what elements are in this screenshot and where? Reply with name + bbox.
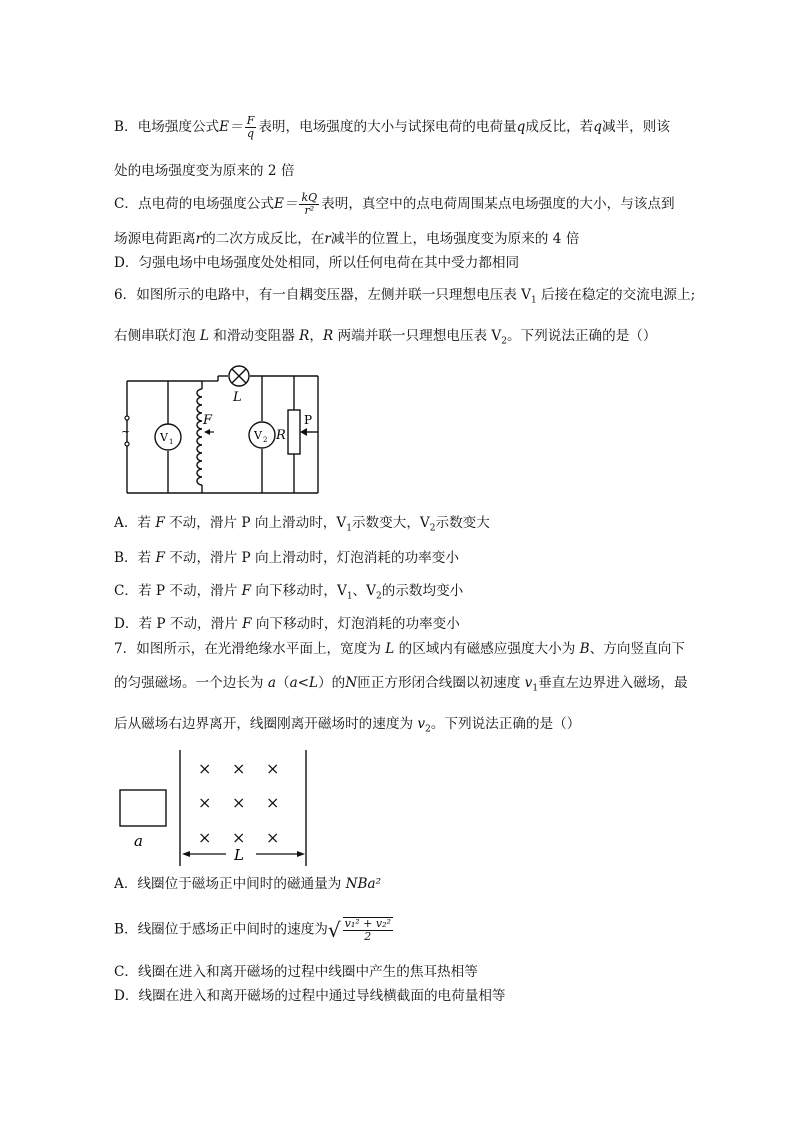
sub: 1 [531,295,537,306]
v2-meter [249,422,275,448]
q5-option-c-line1 [114,192,675,217]
sub: 2 [429,523,436,534]
q7-stem-line1 [114,639,685,659]
var: F [155,515,165,531]
text: 向下移动时，V [251,583,347,599]
q7-field-diagram [116,748,316,868]
var: a<L [289,675,319,691]
field-cross: × [198,759,212,778]
var: F [242,616,252,632]
text: 的区域内有磁感应强度大小为 [394,641,580,657]
text: 示数变大，V [351,515,430,531]
q6-stem-line1 [114,285,695,311]
text: A．线圈位于磁场正中间时的磁通量为 [114,876,346,892]
text: 。下列说法正确的是（） [506,328,657,344]
sub: 2 [425,724,431,735]
q6-option-c [114,581,463,607]
text: 两端并联一只理想电压表 V [333,328,502,344]
text: 减半的位置上，电场强度变为原来的 4 倍 [330,231,580,247]
text: 、方向竖直向下 [589,641,685,657]
text: 示数变大 [435,515,490,531]
sub: 2 [501,336,507,347]
arrow-left-icon [182,851,190,857]
field-cross: × [266,759,280,778]
var: r [324,231,331,247]
q7-option-b [114,917,395,943]
frac-num: v₁² + v₂² [344,917,391,930]
text: 不动，滑片 P 向上滑动时，V [164,515,347,531]
text: ）的 [318,675,346,691]
field-cross: × [198,828,212,847]
q5-optb-text: B．电场强度公式 [114,119,220,135]
formula: NBa² [345,876,382,892]
text: 不动，滑片 P 向上滑动时，灯泡消耗的功率变小 [164,550,459,566]
var: L [385,641,395,657]
text: 的匀强磁场。一个边长为 [114,675,268,691]
frac-num: kQ [301,191,318,204]
q5-optb-formula-lhs: E＝ [219,119,243,135]
text: 垂直左边界进入磁场，最 [538,675,688,691]
text: 向下移动时，灯泡消耗的功率变小 [251,616,460,632]
text: ， [309,328,323,344]
coil [197,389,202,485]
field-cross: × [232,759,246,778]
q6-option-a [114,513,490,539]
frac-den: r² [304,204,315,217]
v2-sub: 2 [263,436,268,444]
q7-option-a [114,874,381,894]
q5-option-d: D．匀强电场中电场强度处处相同，所以任何电荷在其中受力都相同 [114,255,520,271]
var: F [241,583,252,599]
q5-optb-var: q [516,119,526,135]
sub: 1 [532,683,539,694]
q7-stem-line3 [114,714,580,740]
v1-meter [155,424,181,450]
v1-label: V [160,431,168,444]
var: a [267,675,276,691]
text: A．若 [114,515,156,531]
q5-option-c-line2 [114,229,579,249]
text: C．若 P 不动，滑片 [114,583,242,599]
r-label: R [276,428,286,443]
frac-num: F [246,114,255,127]
var: v [524,675,533,691]
q5-option-b-line1 [114,115,670,140]
text: D．若 P 不动，滑片 [114,616,243,632]
q5-optb-text3: 成反比，若 [525,119,594,135]
text: B．若 [114,550,156,566]
text: 6．如图所示的电路中，有一自耦变压器，左侧并联一只理想电压表 V [114,287,532,303]
text: 、V [352,583,376,599]
text: 的示数均变小 [381,583,464,599]
var: L [199,328,209,344]
q7-optb-fraction [343,917,393,943]
text: 。下列说法正确的是（） [430,716,581,732]
q6-circuit-diagram [118,364,328,498]
q7-option-c: C．线圈在进入和离开磁场的过程中线圈中产生的焦耳热相等 [114,964,478,980]
square-coil [120,790,166,826]
field-cross: × [232,793,246,812]
field-cross: × [266,828,280,847]
lamp-label: L [233,390,242,405]
q5-optb-text2: 表明，电场强度的大小与试探电荷的电荷量 [258,119,517,135]
text: 的二次方成反比，在 [202,231,325,247]
q5-optc-fraction [299,192,319,217]
q5-optb-text4: 减半，则该 [601,119,670,135]
sub: 2 [375,591,382,602]
v1-sub: 1 [169,438,174,446]
q5-option-b-line2: 处的电场强度变为原来的 2 倍 [114,163,295,179]
q7-stem-line2 [114,673,688,699]
q6-option-b [114,548,459,568]
resistor [288,410,300,454]
q5-optc-text2: 表明，真空中的点电荷周围某点电场强度的大小，与该点到 [321,196,675,212]
f-label: F [203,413,213,428]
sqrt-icon: √ [327,918,341,942]
text: B．线圈位于感场正中间时的速度为 [114,921,328,938]
text: （ [275,675,290,691]
text: 7．如图所示，在光滑绝缘水平面上，宽度为 [114,641,386,657]
frac-den: q [246,127,255,140]
width-label: L [234,846,244,864]
q5-optb-fraction [245,115,257,140]
q5-optc-formula-lhs: E＝ [273,196,298,212]
var: v [417,716,426,732]
var: r [195,231,203,247]
var: B [579,641,590,657]
q6-stem-line2 [114,326,657,352]
var: F [155,550,165,566]
text: 右侧串联灯泡 [114,328,200,344]
field-cross: × [266,793,280,812]
field-cross: × [232,828,246,847]
var: R [299,328,310,344]
var: R [322,328,334,344]
text: 场源电荷距离 [114,231,196,247]
q6-option-d [114,614,460,634]
var: N [345,675,358,691]
q5-optb-var2: q [593,119,602,135]
ac-symbol: ~ [121,425,131,438]
q7-option-d: D．线圈在进入和离开磁场的过程中通过导线横截面的电荷量相等 [114,988,506,1004]
text: 匝正方形闭合线圈以初速度 [357,675,525,691]
field-cross: × [198,793,212,812]
text: 和滑动变阻器 [208,328,300,344]
q5-optc-text: C．点电荷的电场强度公式 [114,196,274,212]
text: 后从磁场右边界离开，线圈刚离开磁场时的速度为 [114,716,418,732]
sub: 1 [346,523,352,534]
arrow-right-icon [297,851,305,857]
sub: 1 [346,591,353,602]
frac-den: 2 [364,930,372,943]
text: 后接在稳定的交流电源上; [536,287,696,303]
p-label: P [304,413,313,427]
v2-label: V [254,429,262,442]
coil-side-label: a [134,832,143,850]
